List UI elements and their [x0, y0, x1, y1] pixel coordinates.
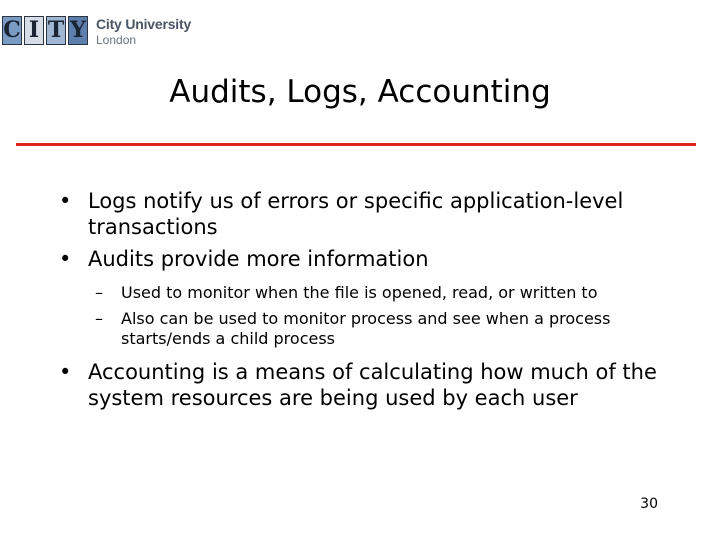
sub-bullet-marker: – [95, 309, 103, 328]
page-number: 30 [640, 496, 658, 512]
bullet-text: Logs notify us of errors or specific application-level transactions [88, 189, 624, 239]
city-university-logo [0, 14, 200, 48]
logo-letter-y: Y [68, 16, 88, 45]
sub-bullet-text: Also can be used to monitor process and see when a process starts/ends a child process [121, 309, 611, 348]
sub-bullet-item [56, 283, 676, 303]
sub-bullet-text: Used to monitor when the file is opened, read, or written to [121, 283, 598, 302]
title-divider [16, 143, 696, 146]
logo-mark [2, 16, 90, 45]
logo-letter-c: C [3, 17, 21, 43]
bullet-marker: • [59, 360, 72, 384]
bullet-item [56, 246, 676, 272]
bullet-text: Audits provide more information [88, 247, 429, 271]
logo-letter-t: T [47, 17, 65, 43]
bullet-marker: • [59, 247, 72, 271]
logo-city-name: London [96, 33, 137, 47]
sub-bullet-marker: – [95, 283, 103, 302]
bullet-item [56, 359, 676, 411]
slide-title: Audits, Logs, Accounting [169, 74, 551, 110]
bullet-text: Accounting is a means of calculating how much of the system resources are being used by each user [88, 360, 657, 410]
logo-institution-name: City University [96, 16, 192, 32]
logo-letter-i: I [24, 16, 44, 45]
bullet-marker: • [59, 189, 72, 213]
sub-bullet-item [56, 309, 676, 349]
slide-body [56, 188, 676, 411]
bullet-item [56, 188, 676, 240]
